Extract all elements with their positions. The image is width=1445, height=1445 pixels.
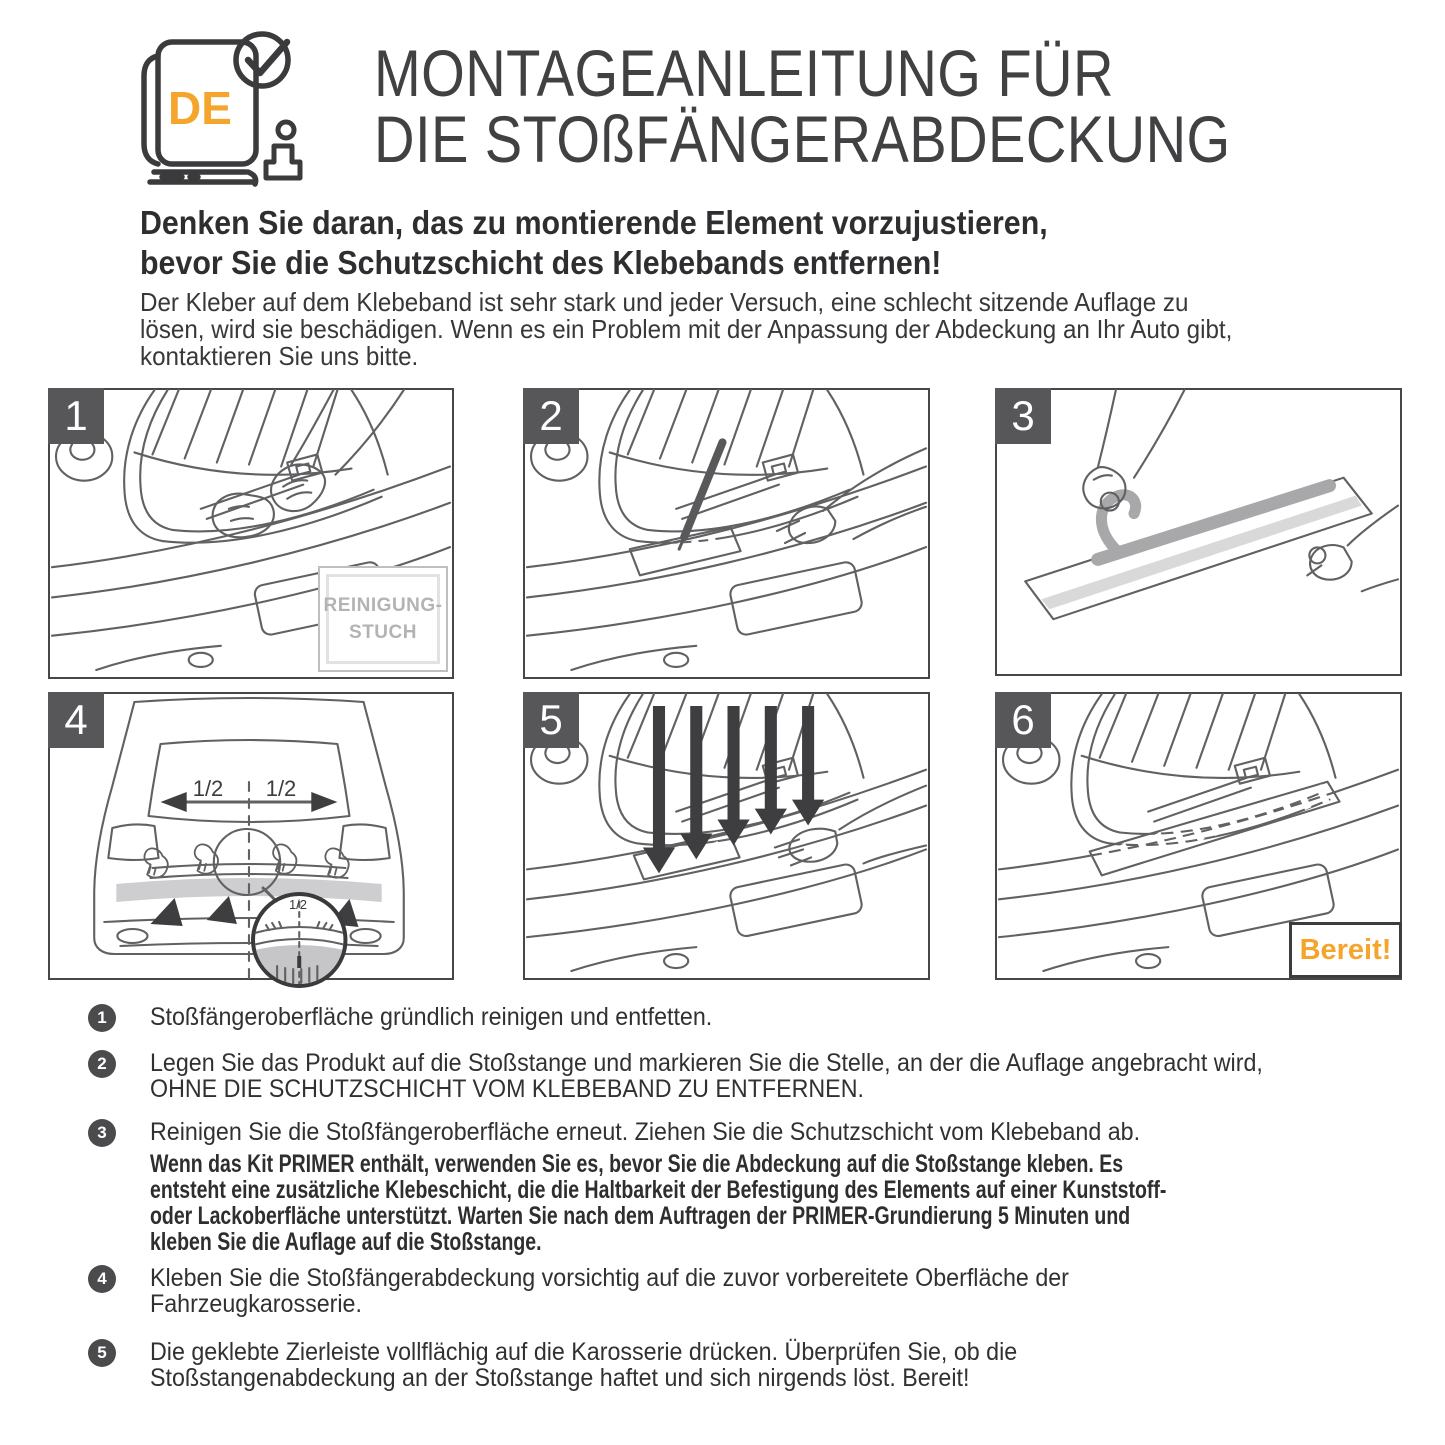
step-number-badge-5: 5 [88,1339,116,1367]
de-manual-book-icon [138,26,312,198]
step-text-3 [150,1119,1215,1145]
cleaning-cloth-label-box [318,566,448,672]
intro-line-3: kontaktieren Sie uns bitte. [140,341,419,371]
panel-4-illustration-center-alignment [50,694,452,978]
panel-number-badge: 3 [995,388,1051,444]
panel-step-2 [523,388,930,679]
panel-number-badge: 2 [523,388,579,444]
step-number-badge-1: 1 [88,1004,116,1032]
half-right-label: 1/2 [265,776,297,801]
panel-step-6 [995,692,1402,980]
warning-text [140,203,1127,283]
warning-line-1: Denken Sie daran, das zu montierende Element vorzujustieren, [140,204,1048,241]
panel-number-badge: 5 [523,692,579,748]
step-5-line: Stoßstangenabdeckung an der Stoßstange haftet und sich nirgends löst. Bereit! [150,1364,970,1392]
panel-3-illustration-peel-tape [997,390,1400,674]
panel-number-badge: 1 [48,388,104,444]
panel-step-4 [48,692,454,980]
step-text-1 [150,1004,755,1030]
page-title-line-2: DIE STOßFÄNGERABDECKUNG [374,102,1231,176]
intro-line-1: Der Kleber auf dem Klebeband ist sehr stark und jeder Versuch, eine schlecht sitzende Auflage zu [140,287,1189,317]
step-text-5 [150,1339,1082,1391]
cleaning-cloth-label-line-2: STUCH [349,622,417,643]
panel-number-badge: 6 [995,692,1051,748]
intro-paragraph [140,289,1315,370]
de-language-label: DE [168,82,232,134]
intro-line-2: lösen, wird sie beschädigen. Wenn es ein Problem mit der Anpassung der Abdeckung an Ihr Auto gibt, [140,314,1233,344]
page-title [374,36,1382,176]
step-2-line: OHNE DIE SCHUTZSCHICHT VOM KLEBEBAND ZU ENTFERNEN. [150,1075,864,1103]
primer-note-line: Wenn das Kit PRIMER enthält, verwenden Sie es, bevor Sie die Abdeckung auf die Stoßstange kleben. Es [150,1150,1124,1178]
step-number-badge-4: 4 [88,1265,116,1293]
step-text-2 [150,1050,1347,1102]
primer-note-line: entsteht eine zusätzliche Klebeschicht, die die Haltbarkeit der Befestigung des Elements auf einer Kunststoff- [150,1176,1167,1204]
ready-label-box [1289,922,1402,978]
step-5-line: Die geklebte Zierleiste vollflächig auf die Karosserie drücken. Überprüfen Sie, ob die [150,1338,1018,1366]
panel-step-5 [523,692,930,980]
step-4-line: Fahrzeugkarosserie. [150,1290,362,1318]
panel-2-illustration-mark-position [525,390,928,677]
panel-step-1 [48,388,454,679]
primer-note-line: kleben Sie die Auflage auf die Stoßstange. [150,1228,542,1256]
warning-line-2: bevor Sie die Schutzschicht des Klebebands entfernen! [140,244,942,281]
page-title-line-1: MONTAGEANLEITUNG FÜR [374,36,1114,110]
ready-label: Bereit! [1299,933,1392,966]
magnifier-half-label: 1/2 [288,897,308,912]
step-number-badge-3: 3 [88,1119,116,1147]
step-number-badge-2: 2 [88,1050,116,1078]
step-4-line: Kleben Sie die Stoßfängerabdeckung vorsichtig auf die zuvor vorbereitete Oberfläche der [150,1264,1069,1292]
step-1-line: Stoßfängeroberfläche gründlich reinigen und entfetten. [150,1003,713,1031]
primer-note-line: oder Lackoberfläche unterstützt. Warten Sie nach dem Auftragen der PRIMER-Grundierung 5 Minuten und [150,1202,1131,1230]
step-text-4 [150,1265,1138,1317]
panel-5-illustration-press-down [525,694,928,978]
cleaning-cloth-label-line-1: REINIGUNG- [323,595,443,616]
panel-step-3 [995,388,1402,676]
step-2-line: Legen Sie das Produkt auf die Stoßstange und markieren Sie die Stelle, an der die Auflage angebracht wird, [150,1049,1263,1077]
step-3-line: Reinigen Sie die Stoßfängeroberfläche erneut. Ziehen Sie die Schutzschicht vom Klebeband ab. [150,1118,1141,1146]
panel-number-badge: 4 [48,692,104,748]
step-text-3-primer-note [150,1151,1445,1255]
half-left-label: 1/2 [192,776,224,801]
